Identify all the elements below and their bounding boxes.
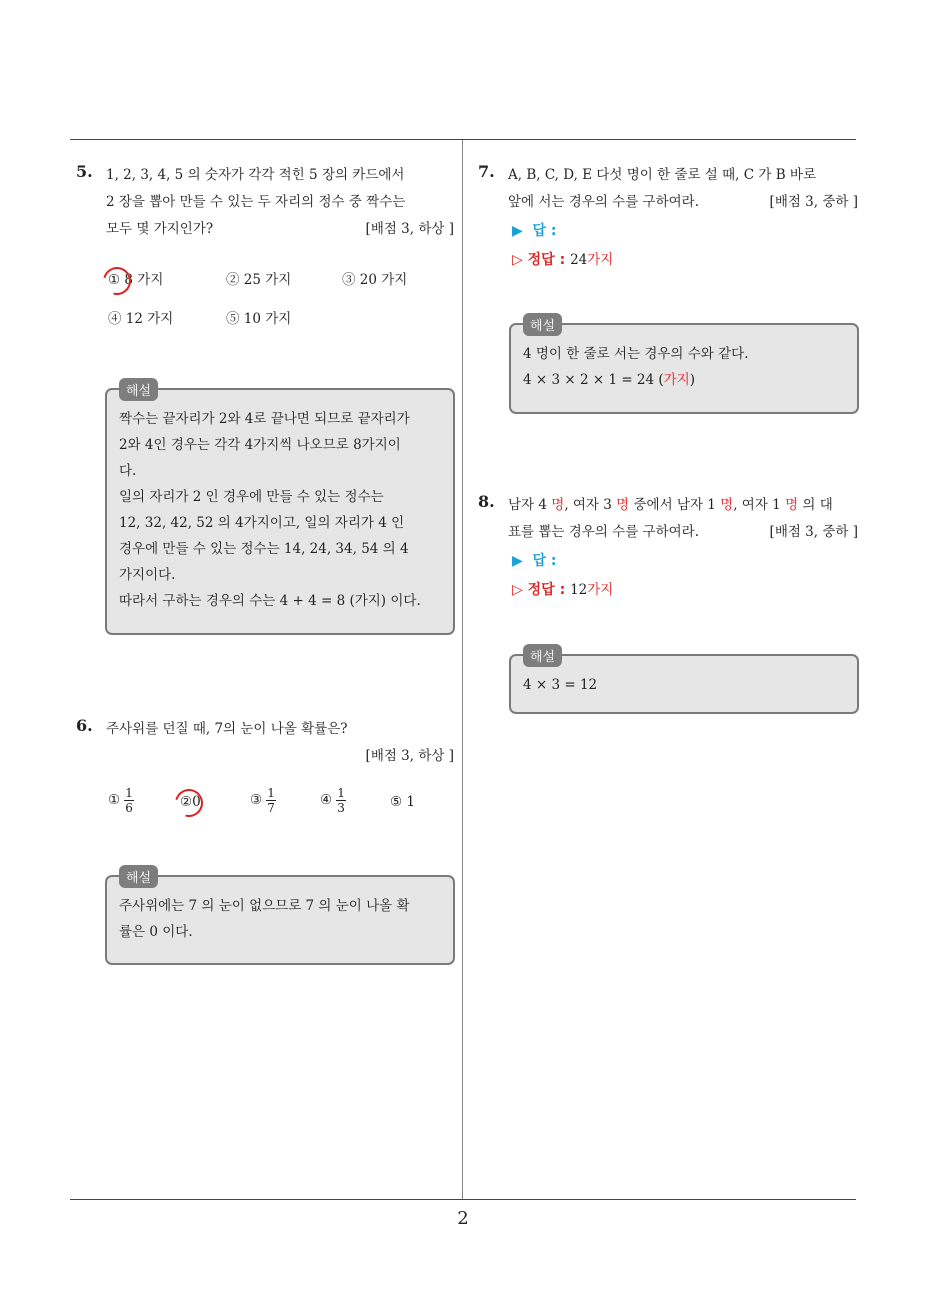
choice-1[interactable]: ① 8 가지 <box>108 268 163 288</box>
question-number: 5. <box>76 162 93 181</box>
triangle-outline-icon: ▷ <box>512 252 523 268</box>
correct-unit: 가지 <box>587 252 614 268</box>
choice-1[interactable]: ① $\frac{1}{6}$ <box>108 786 133 815</box>
question-text <box>508 162 858 216</box>
choice-3[interactable]: ③ 20 가지 <box>342 272 408 288</box>
choice-3[interactable]: ③ $\frac{1}{7}$ <box>250 786 275 815</box>
question-line: 표를 뽑는 경우의 수를 구하여라. <box>508 524 699 540</box>
column-divider <box>462 140 463 1200</box>
score-label: [배점 3, 중하 ] <box>769 194 858 210</box>
question-text <box>508 492 858 546</box>
answer-label: 답 : <box>532 223 557 239</box>
choice-5[interactable]: ⑤ 1 <box>390 794 415 810</box>
solution-text: 주사위에는 7 의 눈이 없으므로 7 의 눈이 나올 확 률은 0 이다. <box>119 898 410 940</box>
choice-4[interactable]: ④ 12 가지 <box>108 311 174 327</box>
solution-tag: 해설 <box>119 865 158 888</box>
correct-answer-row <box>512 578 613 599</box>
correct-label: 정답 : <box>527 252 566 268</box>
question-line: 1, 2, 3, 4, 5 의 숫자가 각각 적힌 5 장의 카드에서 <box>106 167 405 183</box>
choice-2[interactable]: ②0 <box>180 794 201 810</box>
solution-box-7 <box>509 319 859 414</box>
question-8 <box>478 492 858 612</box>
solution-tag: 해설 <box>523 644 562 667</box>
solution-box-6 <box>105 871 455 965</box>
question-line: 2 장을 뽑아 만들 수 있는 두 자리의 정수 중 짝수는 <box>106 194 406 210</box>
choice-4[interactable]: ④ $\frac{1}{3}$ <box>320 786 345 815</box>
question-number: 7. <box>478 162 495 181</box>
answer-row <box>512 220 557 240</box>
question-text <box>106 716 454 770</box>
score-label: [배점 3, 하상 ] <box>365 748 454 764</box>
correct-label: 정답 : <box>527 582 566 598</box>
question-line: 주사위를 던질 때, 7의 눈이 나올 확률은? <box>106 721 348 737</box>
correct-value: 12 <box>570 582 588 598</box>
question-6 <box>76 716 456 836</box>
question-text <box>106 162 454 243</box>
selected-mark-icon <box>170 784 208 822</box>
score-label: [배점 3, 하상 ] <box>365 221 454 237</box>
answer-label: 답 : <box>532 553 557 569</box>
play-icon: ▶ <box>512 553 523 569</box>
selected-mark-icon <box>98 262 136 300</box>
solution-tag: 해설 <box>119 378 158 401</box>
top-rule <box>70 139 856 140</box>
fraction: $\frac{1}{6}$ <box>125 786 133 815</box>
choice-2[interactable]: ② 25 가지 <box>226 272 292 288</box>
solution-text: 짝수는 끝자리가 2와 4로 끝나면 되므로 끝자리가 2와 4인 경우는 각각 4가지씩 나오므로 8가지이 다. 일의 자리가 2 인 경우에 만들 수 있는 정수는 12, 32, 42, 52 의 4가지이고, 일의 자리가 4 인 경우에 만들 수 있는 정수는 14, 24, 34, 54 의 4 가지이다. 따라서 구하는 경우의 수는 4 + 4 = 8 (가지) 이다. <box>119 411 421 609</box>
bottom-rule <box>70 1199 856 1200</box>
play-icon: ▶ <box>512 223 523 239</box>
question-line: A, B, C, D, E 다섯 명이 한 줄로 설 때, C 가 B 바로 <box>508 167 816 183</box>
question-line: 모두 몇 가지인가? <box>106 221 214 237</box>
question-line: 앞에 서는 경우의 수를 구하여라. <box>508 194 699 210</box>
correct-answer-row <box>512 248 613 269</box>
choice-5[interactable]: ⑤ 10 가지 <box>226 311 292 327</box>
fraction: $\frac{1}{3}$ <box>337 786 345 815</box>
question-number: 8. <box>478 492 495 511</box>
triangle-outline-icon: ▷ <box>512 582 523 598</box>
fraction: $\frac{1}{7}$ <box>267 786 275 815</box>
answer-row <box>512 550 557 570</box>
solution-text: 4 × 3 = 12 <box>523 677 598 693</box>
question-line: 남자 4 명, 여자 3 명 중에서 남자 1 명, 여자 1 명 의 대 <box>508 497 833 513</box>
solution-tag: 해설 <box>523 313 562 336</box>
question-number: 6. <box>76 716 93 735</box>
correct-unit: 가지 <box>587 582 614 598</box>
solution-box-8 <box>509 650 859 714</box>
solution-text: 4 명이 한 줄로 서는 경우의 수와 같다. 4 × 3 × 2 × 1 = 24 (가지) <box>523 346 749 388</box>
score-label: [배점 3, 중하 ] <box>769 524 858 540</box>
question-7 <box>478 162 858 282</box>
correct-value: 24 <box>570 252 588 268</box>
solution-box-5 <box>105 384 455 635</box>
page-number: 2 <box>457 1208 469 1229</box>
